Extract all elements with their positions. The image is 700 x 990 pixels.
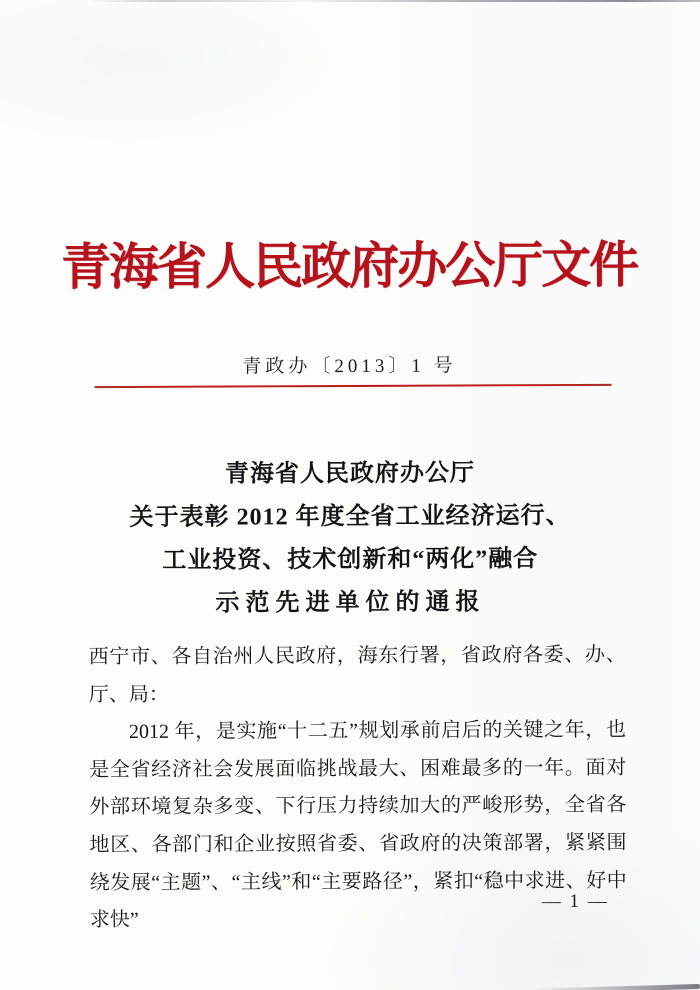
- salutation-line: 西宁市、各自治州人民政府，海东行署，省政府各委、办、厅、局：: [88, 643, 626, 706]
- title-line-4: 示范先进单位的通报: [215, 589, 486, 617]
- body-paragraph: 2012 年，是实施“十二五”规划承前启后的关键之年，也是全省经济社会发展面临挑战最大、困难最多的一年。面对外部环境复杂多变、下行压力持续加大的严峻形势，全省各地区、各部门和企业按照省委、省政府的决策部署，紧紧围绕发展“主题”、“主线”和“主要路径”，紧扣“稳中求进、好中求快”: [89, 718, 627, 932]
- title-line-2: 关于表彰 2012 年度全省工业经济运行、: [129, 503, 571, 531]
- page-number: — 1 —: [541, 890, 609, 913]
- red-separator-line: [95, 384, 612, 388]
- document-reference-number: 青政办〔2013〕1 号: [242, 355, 457, 378]
- title-line-1: 青海省人民政府办公厅: [224, 460, 475, 488]
- letterhead-title: 青海省人民政府办公厅文件: [60, 236, 638, 296]
- document-title: [60, 452, 641, 627]
- title-line-3: 工业投资、技术创新和“两化”融合: [162, 546, 539, 574]
